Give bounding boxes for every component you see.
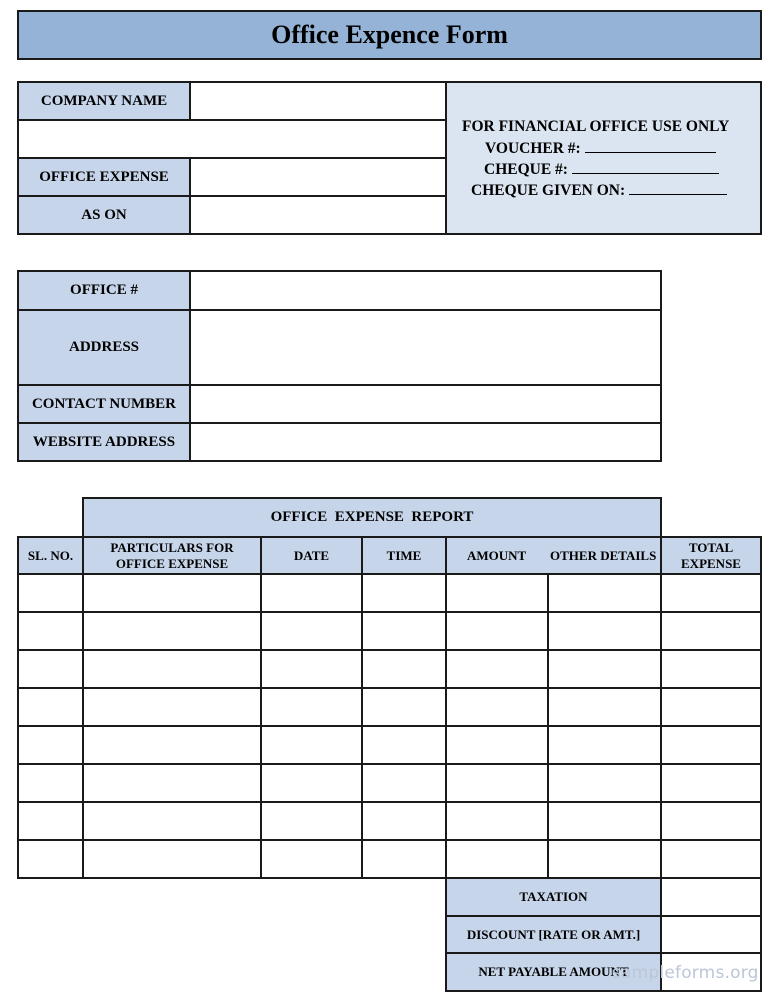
as-on-label: AS ON bbox=[17, 195, 191, 235]
discount-field[interactable] bbox=[660, 915, 762, 954]
col-header-sl-no: SL. NO. bbox=[17, 536, 84, 575]
cheque-label: CHEQUE #: bbox=[484, 161, 568, 178]
expense-table-body bbox=[17, 573, 762, 879]
address-label: ADDRESS bbox=[17, 309, 191, 386]
col-header-particulars: PARTICULARS FOR OFFICE EXPENSE bbox=[82, 536, 262, 575]
col-header-amount-group bbox=[445, 536, 662, 575]
contact-number-field[interactable] bbox=[189, 384, 662, 424]
office-expense-field[interactable] bbox=[189, 157, 447, 197]
financial-heading: FOR FINANCIAL OFFICE USE ONLY bbox=[462, 118, 730, 135]
watermark-text: sampleforms.org bbox=[612, 963, 759, 983]
cheque-given-blank[interactable] bbox=[629, 181, 727, 195]
taxation-field[interactable] bbox=[660, 877, 762, 917]
office-no-label: OFFICE # bbox=[17, 270, 191, 311]
as-on-field[interactable] bbox=[189, 195, 447, 235]
website-address-label: WEBSITE ADDRESS bbox=[17, 422, 191, 462]
discount-label: DISCOUNT [RATE OR AMT.] bbox=[445, 915, 662, 954]
col-header-date: DATE bbox=[260, 536, 363, 575]
contact-number-label: CONTACT NUMBER bbox=[17, 384, 191, 424]
cheque-given-label: CHEQUE GIVEN ON: bbox=[471, 182, 626, 199]
col-header-time: TIME bbox=[361, 536, 447, 575]
address-field[interactable] bbox=[189, 309, 662, 386]
cheque-given-row bbox=[471, 181, 727, 200]
company-name-label: COMPANY NAME bbox=[17, 81, 191, 121]
expense-report-heading: OFFICE EXPENSE REPORT bbox=[82, 497, 662, 538]
form-title: Office Expence Form bbox=[17, 10, 762, 60]
taxation-label: TAXATION bbox=[445, 877, 662, 917]
office-expense-label: OFFICE EXPENSE bbox=[17, 157, 191, 197]
net-payable-label: NET PAYABLE AMOUNT bbox=[445, 952, 662, 992]
website-address-field[interactable] bbox=[189, 422, 662, 462]
col-header-amount: AMOUNT bbox=[467, 548, 527, 563]
voucher-label: VOUCHER #: bbox=[485, 140, 581, 157]
financial-office-box bbox=[445, 81, 762, 235]
office-no-field[interactable] bbox=[189, 270, 662, 311]
col-header-total-expense: TOTAL EXPENSE bbox=[660, 536, 762, 575]
col-header-other-details: OTHER DETAILS bbox=[550, 548, 657, 563]
cheque-row bbox=[484, 160, 719, 179]
voucher-row bbox=[485, 139, 716, 158]
company-name-field[interactable] bbox=[189, 81, 447, 121]
voucher-blank[interactable] bbox=[585, 139, 716, 153]
cheque-blank[interactable] bbox=[572, 160, 719, 174]
company-spacer-row bbox=[17, 119, 447, 159]
